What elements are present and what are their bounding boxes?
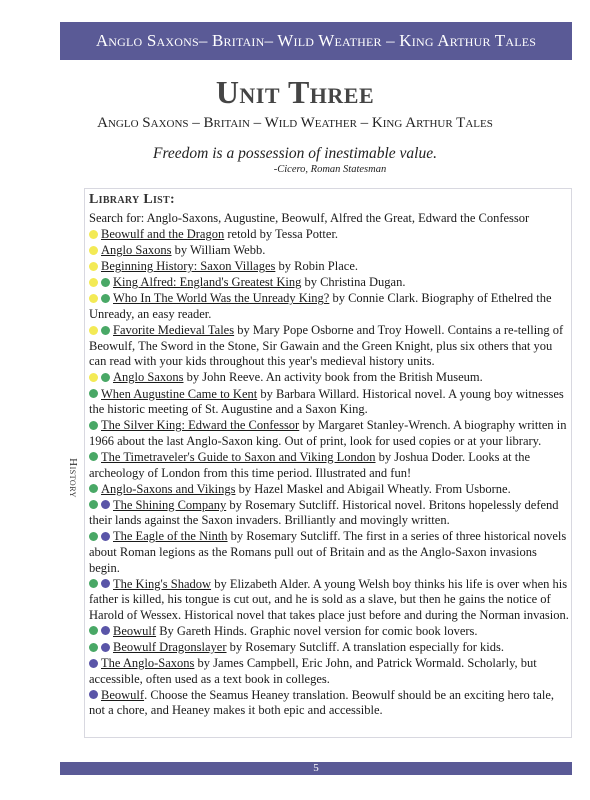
book-description: by Joshua Doder. Looks at the archeology of London from this time period. Illustrated and fun!	[89, 449, 531, 480]
purple-dot-icon	[101, 626, 110, 635]
book-title: The Timetraveler's Guide to Saxon and Viking London	[101, 449, 376, 464]
book-entry	[89, 450, 569, 481]
unit-subtitle: Anglo Saxons – Britain – Wild Weather – King Arthur Tales	[97, 115, 493, 131]
book-description: retold by Tessa Potter.	[224, 227, 339, 242]
purple-dot-icon	[101, 532, 110, 541]
yellow-dot-icon	[89, 294, 98, 303]
green-dot-icon	[89, 643, 98, 652]
book-title: Who In The World Was the Unready King?	[113, 291, 330, 306]
book-entry	[89, 418, 569, 449]
top-banner	[60, 22, 572, 60]
footer-bar	[60, 762, 572, 775]
yellow-dot-icon	[89, 246, 98, 255]
library-list	[89, 211, 569, 720]
book-description: by Elizabeth Alder. A young Welsh boy thinks his life is over when his father is killed, his tongue is cut out, and he is sold as a slave, but then he gains the notice of Harold of Wessex. Historical novel that takes place just before and during the Norman invasion.	[89, 576, 569, 622]
book-title: The Shining Company	[113, 497, 227, 512]
book-entry	[89, 291, 569, 322]
purple-dot-icon	[101, 579, 110, 588]
purple-dot-icon	[89, 659, 98, 668]
book-description: by Hazel Maskel and Abigail Wheatly. From Usborne.	[235, 481, 511, 496]
book-entry	[89, 529, 569, 576]
book-description: by Barbara Willard. Historical novel. A young boy witnesses the historic meeting of St. Augustine and a Saxon King.	[89, 386, 564, 417]
book-entry	[89, 259, 569, 275]
quote: Freedom is a possession of inestimable value.	[153, 145, 437, 162]
side-tab	[64, 448, 82, 508]
green-dot-icon	[101, 278, 110, 287]
book-description: by Margaret Stanley-Wrench. A biography written in 1966 about the last Anglo-Saxon king. Out of print, look for used copies or at your library.	[89, 418, 567, 448]
book-title: King Alfred: England's Greatest King	[113, 275, 302, 290]
book-entries	[89, 227, 569, 719]
library-list-heading: Library List:	[89, 192, 175, 207]
yellow-dot-icon	[89, 326, 98, 335]
book-title: Beowulf	[101, 687, 145, 702]
book-title: When Augustine Came to Kent	[101, 386, 258, 401]
green-dot-icon	[101, 373, 110, 382]
book-title: Beginning History: Saxon Villages	[101, 259, 276, 274]
book-entry	[89, 323, 569, 370]
book-description: . Choose the Seamus Heaney translation. Beowulf should be an exciting hero tale, not a chore, and Heaney makes it both epic and accessible.	[89, 687, 555, 718]
yellow-dot-icon	[89, 262, 98, 271]
unit-title: Unit Three	[215, 74, 375, 110]
book-title: Anglo Saxons	[101, 243, 172, 258]
page-number: 5	[313, 762, 319, 774]
book-title: The Silver King: Edward the Confessor	[101, 418, 300, 433]
book-title: Anglo-Saxons and Vikings	[101, 481, 236, 496]
book-entry	[89, 243, 569, 259]
yellow-dot-icon	[89, 230, 98, 239]
book-description: by Connie Clark. Biography of Ethelred the Unready, an easy reader.	[89, 291, 552, 322]
book-description: by Mary Pope Osborne and Troy Howell. Contains a re-telling of Beowulf, The Sword in the Stone, Sir Gawain and the Green Knight, plus six others that you can read with your kids throughout this year's medieval history units.	[89, 323, 564, 369]
book-title: Beowulf	[113, 623, 157, 638]
book-entry	[89, 498, 569, 529]
banner-text: Anglo Saxons– Britain– Wild Weather – King Arthur Tales	[95, 31, 537, 50]
book-title: Beowulf Dragonslayer	[113, 640, 227, 655]
green-dot-icon	[89, 579, 98, 588]
book-description: by Rosemary Sutcliff. Historical novel. Britons hopelessly defend their lands against the Saxon invaders. Brilliantly and movingly written.	[89, 497, 559, 528]
side-tab-label: History	[67, 458, 79, 498]
book-title: Beowulf and the Dragon	[101, 227, 225, 242]
quote-attribution: -Cicero, Roman Statesman	[273, 164, 387, 175]
green-dot-icon	[101, 294, 110, 303]
green-dot-icon	[89, 421, 98, 430]
book-description: by William Webb.	[171, 243, 266, 258]
book-entry	[89, 688, 569, 719]
book-entry	[89, 275, 569, 291]
purple-dot-icon	[101, 500, 110, 509]
green-dot-icon	[89, 626, 98, 635]
book-description: by Rosemary Sutcliff. A translation especially for kids.	[226, 640, 505, 655]
book-description: by Rosemary Sutcliff. The first in a series of three historical novels about Roman legions as the Romans pull out of Britain and as the Anglo-Saxon invasions begin.	[89, 529, 567, 575]
search-terms: Search for: Anglo-Saxons, Augustine, Beowulf, Alfred the Great, Edward the Confessor	[89, 211, 530, 225]
book-entry	[89, 370, 569, 386]
book-entry	[89, 387, 569, 418]
book-entry	[89, 656, 569, 687]
book-title: Favorite Medieval Tales	[113, 323, 235, 338]
book-description: by Christina Dugan.	[301, 275, 406, 290]
book-entry	[89, 624, 569, 640]
book-description: by Robin Place.	[275, 259, 358, 274]
green-dot-icon	[89, 532, 98, 541]
book-entry	[89, 227, 569, 243]
green-dot-icon	[89, 389, 98, 398]
book-title: The Anglo-Saxons	[101, 656, 195, 671]
book-title: The Eagle of the Ninth	[113, 529, 228, 544]
green-dot-icon	[89, 452, 98, 461]
book-entry	[89, 577, 569, 624]
book-title: Anglo Saxons	[113, 370, 184, 385]
book-description: by John Reeve. An activity book from the British Museum.	[183, 370, 483, 385]
yellow-dot-icon	[89, 278, 98, 287]
book-description: by James Campbell, Eric John, and Patrick Wormald. Scholarly, but accessible, often used as a text book in colleges.	[89, 656, 537, 686]
purple-dot-icon	[89, 690, 98, 699]
book-title: The King's Shadow	[113, 576, 212, 591]
book-entry	[89, 640, 569, 656]
book-description: By Gareth Hinds. Graphic novel version for comic book lovers.	[156, 623, 478, 638]
green-dot-icon	[101, 326, 110, 335]
book-entry	[89, 482, 569, 498]
green-dot-icon	[89, 484, 98, 493]
yellow-dot-icon	[89, 373, 98, 382]
green-dot-icon	[89, 500, 98, 509]
purple-dot-icon	[101, 643, 110, 652]
